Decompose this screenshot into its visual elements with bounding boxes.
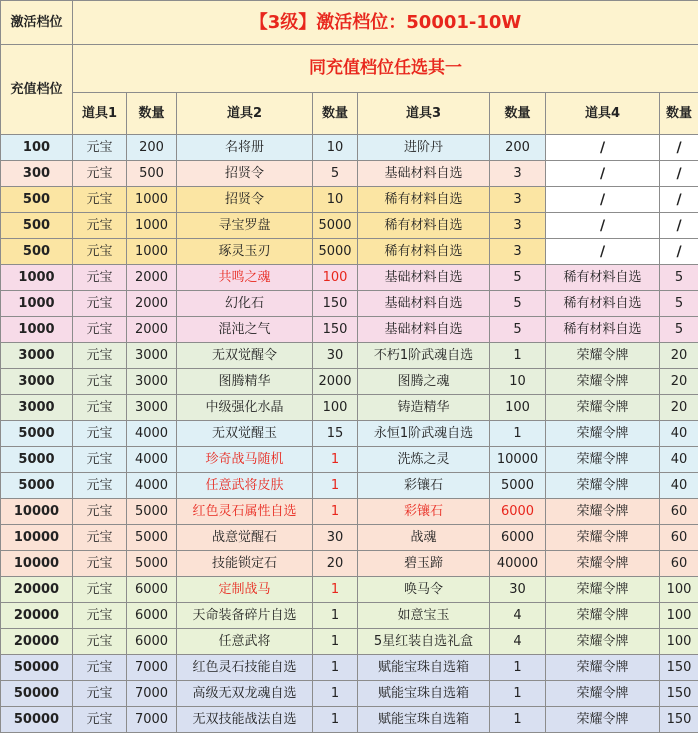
item-name-cell: 招贤令 <box>177 187 313 213</box>
item-qty-cell: 2000 <box>127 291 177 317</box>
item-qty-cell: 3 <box>490 239 546 265</box>
table-row <box>1 499 698 525</box>
item-name-cell: 荣耀令牌 <box>546 707 660 733</box>
item-name-cell: 元宝 <box>73 395 127 421</box>
item-name-cell: 碧玉蹄 <box>358 551 490 577</box>
item-qty-cell: 4000 <box>127 473 177 499</box>
item-name-cell: 天命装备碎片自选 <box>177 603 313 629</box>
item-name-cell: 荣耀令牌 <box>546 603 660 629</box>
activate-tier-label: 激活档位 <box>1 1 73 45</box>
item-name-cell: 元宝 <box>73 421 127 447</box>
item-qty-cell: 1 <box>313 577 358 603</box>
tier-cell: 3000 <box>1 343 73 369</box>
item-qty-cell: 150 <box>660 707 698 733</box>
column-header: 道具4 <box>546 93 660 135</box>
item-qty-cell: / <box>660 135 698 161</box>
table-title: 【3级】激活档位：50001-10W <box>73 1 698 45</box>
item-name-cell: 荣耀令牌 <box>546 681 660 707</box>
item-name-cell: 稀有材料自选 <box>358 187 490 213</box>
item-qty-cell: 10 <box>313 135 358 161</box>
column-header-row <box>1 93 698 135</box>
item-name-cell: 战魂 <box>358 525 490 551</box>
tier-cell: 500 <box>1 213 73 239</box>
item-name-cell: 定制战马 <box>177 577 313 603</box>
item-name-cell: 元宝 <box>73 265 127 291</box>
item-name-cell: 图腾之魂 <box>358 369 490 395</box>
tier-cell: 5000 <box>1 421 73 447</box>
item-name-cell: 荣耀令牌 <box>546 525 660 551</box>
item-qty-cell: 5000 <box>127 525 177 551</box>
item-qty-cell: 1 <box>313 707 358 733</box>
item-qty-cell: 100 <box>490 395 546 421</box>
item-qty-cell: 1 <box>313 499 358 525</box>
tier-cell: 1000 <box>1 265 73 291</box>
item-qty-cell: 60 <box>660 551 698 577</box>
item-name-cell: 元宝 <box>73 187 127 213</box>
item-name-cell: 永恒1阶武魂自选 <box>358 421 490 447</box>
item-qty-cell: 40000 <box>490 551 546 577</box>
item-name-cell: 元宝 <box>73 525 127 551</box>
item-qty-cell: / <box>660 161 698 187</box>
table-row <box>1 291 698 317</box>
item-name-cell: 元宝 <box>73 603 127 629</box>
column-header: 道具3 <box>358 93 490 135</box>
item-qty-cell: 1 <box>490 655 546 681</box>
item-qty-cell: 1 <box>313 603 358 629</box>
item-qty-cell: 150 <box>660 681 698 707</box>
item-qty-cell: 10 <box>490 369 546 395</box>
item-name-cell: 元宝 <box>73 681 127 707</box>
item-name-cell: 基础材料自选 <box>358 265 490 291</box>
item-name-cell: 元宝 <box>73 473 127 499</box>
item-qty-cell: 1 <box>313 629 358 655</box>
tier-cell: 3000 <box>1 395 73 421</box>
table-row <box>1 421 698 447</box>
item-qty-cell: 200 <box>127 135 177 161</box>
item-name-cell: 稀有材料自选 <box>358 239 490 265</box>
item-name-cell: 招贤令 <box>177 161 313 187</box>
item-qty-cell: 5000 <box>313 239 358 265</box>
item-qty-cell: 7000 <box>127 707 177 733</box>
item-name-cell: 元宝 <box>73 317 127 343</box>
item-qty-cell: 1 <box>490 707 546 733</box>
table-row <box>1 629 698 655</box>
tier-cell: 300 <box>1 161 73 187</box>
item-name-cell: 元宝 <box>73 291 127 317</box>
item-qty-cell: 5 <box>313 161 358 187</box>
table-row <box>1 525 698 551</box>
table-row <box>1 161 698 187</box>
item-name-cell: / <box>546 161 660 187</box>
item-name-cell: / <box>546 187 660 213</box>
tier-cell: 10000 <box>1 551 73 577</box>
tier-cell: 1000 <box>1 291 73 317</box>
item-name-cell: 基础材料自选 <box>358 161 490 187</box>
table-subtitle: 同充值档位任选其一 <box>73 45 698 93</box>
column-header: 数量 <box>127 93 177 135</box>
item-qty-cell: 30 <box>313 525 358 551</box>
item-qty-cell: 1 <box>313 447 358 473</box>
item-qty-cell: 4000 <box>127 447 177 473</box>
item-name-cell: 红色灵石属性自选 <box>177 499 313 525</box>
item-qty-cell: 3000 <box>127 369 177 395</box>
item-name-cell: 元宝 <box>73 577 127 603</box>
item-qty-cell: 40 <box>660 421 698 447</box>
item-qty-cell: 60 <box>660 525 698 551</box>
item-name-cell: 铸造精华 <box>358 395 490 421</box>
item-name-cell: 元宝 <box>73 343 127 369</box>
item-name-cell: 红色灵石技能自选 <box>177 655 313 681</box>
item-qty-cell: 150 <box>313 317 358 343</box>
item-name-cell: 中级强化水晶 <box>177 395 313 421</box>
table-row <box>1 551 698 577</box>
item-qty-cell: 4 <box>490 629 546 655</box>
item-qty-cell: 5 <box>660 291 698 317</box>
tier-cell: 50000 <box>1 681 73 707</box>
table-row <box>1 239 698 265</box>
tier-cell: 5000 <box>1 473 73 499</box>
item-name-cell: 5星红装自选礼盒 <box>358 629 490 655</box>
item-qty-cell: 200 <box>490 135 546 161</box>
table-row <box>1 187 698 213</box>
item-qty-cell: 3000 <box>127 343 177 369</box>
item-qty-cell: 20 <box>660 343 698 369</box>
tier-cell: 10000 <box>1 499 73 525</box>
item-name-cell: 荣耀令牌 <box>546 369 660 395</box>
item-name-cell: 荣耀令牌 <box>546 499 660 525</box>
item-name-cell: 高级无双龙魂自选 <box>177 681 313 707</box>
item-qty-cell: 5 <box>490 265 546 291</box>
column-header: 数量 <box>490 93 546 135</box>
item-qty-cell: 100 <box>313 395 358 421</box>
item-qty-cell: 60 <box>660 499 698 525</box>
item-qty-cell: 3 <box>490 187 546 213</box>
tier-cell: 10000 <box>1 525 73 551</box>
item-name-cell: 赋能宝珠自选箱 <box>358 707 490 733</box>
item-name-cell: 稀有材料自选 <box>546 291 660 317</box>
tier-cell: 100 <box>1 135 73 161</box>
item-qty-cell: 5000 <box>313 213 358 239</box>
item-qty-cell: 7000 <box>127 681 177 707</box>
item-qty-cell: 5 <box>490 317 546 343</box>
item-name-cell: 唤马令 <box>358 577 490 603</box>
item-qty-cell: 5000 <box>127 499 177 525</box>
item-qty-cell: 10 <box>313 187 358 213</box>
item-qty-cell: 6000 <box>490 525 546 551</box>
tier-cell: 20000 <box>1 577 73 603</box>
item-name-cell: 稀有材料自选 <box>546 317 660 343</box>
table-row <box>1 655 698 681</box>
tier-cell: 5000 <box>1 447 73 473</box>
item-name-cell: 元宝 <box>73 161 127 187</box>
item-qty-cell: 5000 <box>490 473 546 499</box>
item-name-cell: 名将册 <box>177 135 313 161</box>
item-name-cell: 荣耀令牌 <box>546 473 660 499</box>
item-name-cell: 基础材料自选 <box>358 317 490 343</box>
item-qty-cell: 7000 <box>127 655 177 681</box>
item-name-cell: 洗炼之灵 <box>358 447 490 473</box>
item-qty-cell: 1 <box>490 421 546 447</box>
item-name-cell: 荣耀令牌 <box>546 551 660 577</box>
item-qty-cell: 1 <box>490 681 546 707</box>
tier-cell: 1000 <box>1 317 73 343</box>
item-qty-cell: 5 <box>660 265 698 291</box>
item-name-cell: 元宝 <box>73 655 127 681</box>
item-qty-cell: / <box>660 213 698 239</box>
item-qty-cell: 6000 <box>127 577 177 603</box>
item-qty-cell: 1000 <box>127 213 177 239</box>
column-header: 道具1 <box>73 93 127 135</box>
tier-cell: 20000 <box>1 603 73 629</box>
tier-cell: 50000 <box>1 707 73 733</box>
item-name-cell: 元宝 <box>73 551 127 577</box>
item-name-cell: 赋能宝珠自选箱 <box>358 655 490 681</box>
item-name-cell: 进阶丹 <box>358 135 490 161</box>
table-row <box>1 343 698 369</box>
item-qty-cell: 2000 <box>127 317 177 343</box>
item-qty-cell: 6000 <box>127 603 177 629</box>
item-name-cell: 琢灵玉刃 <box>177 239 313 265</box>
item-qty-cell: 3 <box>490 161 546 187</box>
item-qty-cell: 100 <box>313 265 358 291</box>
item-qty-cell: 40 <box>660 473 698 499</box>
table-row <box>1 369 698 395</box>
item-name-cell: 图腾精华 <box>177 369 313 395</box>
item-name-cell: 如意宝玉 <box>358 603 490 629</box>
table-row <box>1 395 698 421</box>
item-qty-cell: 30 <box>313 343 358 369</box>
item-qty-cell: 30 <box>490 577 546 603</box>
item-name-cell: 稀有材料自选 <box>546 265 660 291</box>
item-name-cell: 稀有材料自选 <box>358 213 490 239</box>
item-name-cell: 不朽1阶武魂自选 <box>358 343 490 369</box>
item-qty-cell: 10000 <box>490 447 546 473</box>
table-row <box>1 577 698 603</box>
item-name-cell: 荣耀令牌 <box>546 395 660 421</box>
item-name-cell: 元宝 <box>73 135 127 161</box>
item-qty-cell: 5 <box>490 291 546 317</box>
item-qty-cell: 20 <box>660 369 698 395</box>
item-name-cell: 元宝 <box>73 239 127 265</box>
item-name-cell: 荣耀令牌 <box>546 629 660 655</box>
item-name-cell: 元宝 <box>73 499 127 525</box>
item-name-cell: / <box>546 135 660 161</box>
item-name-cell: 元宝 <box>73 369 127 395</box>
item-qty-cell: 2000 <box>127 265 177 291</box>
item-qty-cell: 1 <box>490 343 546 369</box>
tier-cell: 500 <box>1 239 73 265</box>
item-name-cell: 无双觉醒玉 <box>177 421 313 447</box>
item-qty-cell: 15 <box>313 421 358 447</box>
item-qty-cell: 1000 <box>127 239 177 265</box>
item-qty-cell: 6000 <box>127 629 177 655</box>
item-qty-cell: 100 <box>660 629 698 655</box>
item-qty-cell: 3 <box>490 213 546 239</box>
tier-cell: 50000 <box>1 655 73 681</box>
item-name-cell: 彩镶石 <box>358 499 490 525</box>
tier-cell: 20000 <box>1 629 73 655</box>
item-name-cell: 混沌之气 <box>177 317 313 343</box>
item-name-cell: 荣耀令牌 <box>546 577 660 603</box>
item-qty-cell: 1 <box>313 655 358 681</box>
item-name-cell: / <box>546 213 660 239</box>
item-qty-cell: 4 <box>490 603 546 629</box>
item-name-cell: 无双技能战法自选 <box>177 707 313 733</box>
tier-cell: 3000 <box>1 369 73 395</box>
table-row <box>1 603 698 629</box>
item-name-cell: 荣耀令牌 <box>546 343 660 369</box>
column-header: 数量 <box>660 93 698 135</box>
item-name-cell: 赋能宝珠自选箱 <box>358 681 490 707</box>
table-row <box>1 707 698 733</box>
item-name-cell: 荣耀令牌 <box>546 447 660 473</box>
item-name-cell: 元宝 <box>73 447 127 473</box>
table-row <box>1 473 698 499</box>
table-row <box>1 447 698 473</box>
item-qty-cell: 150 <box>660 655 698 681</box>
tier-cell: 500 <box>1 187 73 213</box>
item-name-cell: 元宝 <box>73 629 127 655</box>
item-qty-cell: 5000 <box>127 551 177 577</box>
item-name-cell: 珍奇战马随机 <box>177 447 313 473</box>
item-qty-cell: 3000 <box>127 395 177 421</box>
item-qty-cell: 4000 <box>127 421 177 447</box>
item-qty-cell: 5 <box>660 317 698 343</box>
item-name-cell: 任意武将 <box>177 629 313 655</box>
table-row <box>1 317 698 343</box>
item-name-cell: 战意觉醒石 <box>177 525 313 551</box>
item-qty-cell: 20 <box>660 395 698 421</box>
item-name-cell: 荣耀令牌 <box>546 421 660 447</box>
item-name-cell: 元宝 <box>73 707 127 733</box>
item-name-cell: 彩镶石 <box>358 473 490 499</box>
table-row <box>1 681 698 707</box>
item-name-cell: 幻化石 <box>177 291 313 317</box>
item-name-cell: 无双觉醒令 <box>177 343 313 369</box>
item-name-cell: 任意武将皮肤 <box>177 473 313 499</box>
item-qty-cell: / <box>660 239 698 265</box>
item-qty-cell: 150 <box>313 291 358 317</box>
item-qty-cell: 1 <box>313 681 358 707</box>
table-row <box>1 265 698 291</box>
column-header: 道具2 <box>177 93 313 135</box>
item-qty-cell: 2000 <box>313 369 358 395</box>
item-name-cell: 共鸣之魂 <box>177 265 313 291</box>
item-qty-cell: 1000 <box>127 187 177 213</box>
item-qty-cell: 6000 <box>490 499 546 525</box>
item-qty-cell: 20 <box>313 551 358 577</box>
item-name-cell: 技能锁定石 <box>177 551 313 577</box>
table-row <box>1 213 698 239</box>
item-name-cell: 荣耀令牌 <box>546 655 660 681</box>
item-name-cell: 寻宝罗盘 <box>177 213 313 239</box>
item-qty-cell: 100 <box>660 603 698 629</box>
item-qty-cell: 40 <box>660 447 698 473</box>
item-qty-cell: 1 <box>313 473 358 499</box>
item-name-cell: 元宝 <box>73 213 127 239</box>
table-row <box>1 135 698 161</box>
item-qty-cell: 500 <box>127 161 177 187</box>
item-name-cell: 基础材料自选 <box>358 291 490 317</box>
item-name-cell: / <box>546 239 660 265</box>
item-qty-cell: / <box>660 187 698 213</box>
item-qty-cell: 100 <box>660 577 698 603</box>
recharge-tier-label: 充值档位 <box>1 45 73 135</box>
column-header: 数量 <box>313 93 358 135</box>
